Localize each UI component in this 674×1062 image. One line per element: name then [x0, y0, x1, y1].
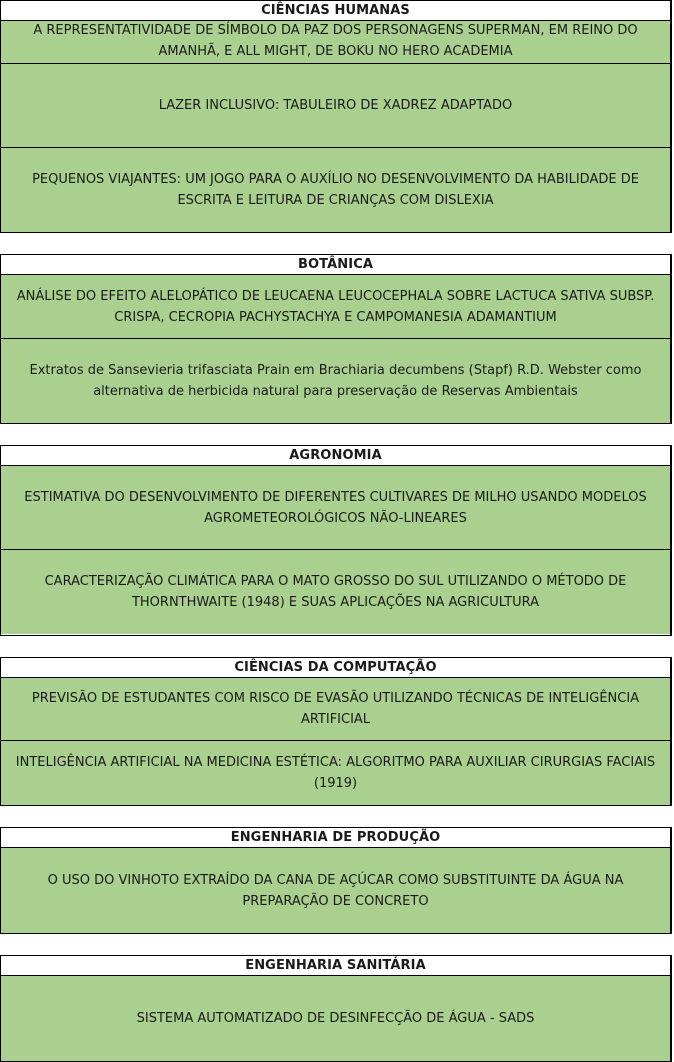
- project-row: [1, 275, 670, 339]
- section-engenharia-sanitaria: [0, 955, 672, 1062]
- section-title: CIÊNCIAS HUMANAS: [1, 1, 670, 21]
- project-title: SISTEMA AUTOMATIZADO DE DESINFECÇÃO DE ÁGUA - SADS: [136, 1011, 535, 1026]
- project-title: INTELIGÊNCIA ARTIFICIAL NA MEDICINA ESTÉTICA: ALGORITMO PARA AUXILIAR CIRURGIAS FACIAIS (1919): [15, 755, 656, 791]
- section-title: ENGENHARIA SANITÁRIA: [1, 956, 670, 976]
- project-row: [1, 741, 670, 805]
- project-title: ESTIMATIVA DO DESENVOLVIMENTO DE DIFERENTES CULTIVARES DE MILHO USANDO MODELOS AGROMETEOROLÓGICOS NÃO-LINEARES: [24, 489, 647, 526]
- section-title: BOTÂNICA: [1, 255, 670, 275]
- section-ciencias-da-computacao: [0, 657, 672, 806]
- section-agronomia: [0, 445, 672, 636]
- project-row: [1, 976, 670, 1061]
- project-title: ANÁLISE DO EFEITO ALELOPÁTICO DE LEUCAENA LEUCOCEPHALA SOBRE LACTUCA SATIVA SUBSP. CRISPA, CECROPIA PACHYSTACHYA E CAMPOMANESIA ADAMANTIUM: [16, 288, 655, 325]
- project-title: Extratos de Sansevieria trifasciata Prain em Brachiaria decumbens (Stapf) R.D. Webster como alternativa de herbicida natural para preservação de Reservas Ambientais: [29, 363, 642, 399]
- section-botanica: [0, 254, 672, 424]
- project-row: [1, 466, 670, 550]
- project-title: CARACTERIZAÇÃO CLIMÁTICA PARA O MATO GROSSO DO SUL UTILIZANDO O MÉTODO DE THORNTHWAITE (1948) E SUAS APLICAÇÕES NA AGRICULTURA: [44, 574, 627, 610]
- section-title: AGRONOMIA: [1, 446, 670, 466]
- project-row: [1, 21, 670, 64]
- project-title: PREVISÃO DE ESTUDANTES COM RISCO DE EVASÃO UTILIZANDO TÉCNICAS DE INTELIGÊNCIA ARTIFICIAL: [31, 691, 640, 727]
- project-row: [1, 678, 670, 741]
- project-title: A REPRESENTATIVIDADE DE SÍMBOLO DA PAZ DOS PERSONAGENS SUPERMAN, EM REINO DO AMANHÃ, E ALL MIGHT, DE BOKU NO HERO ACADEMIA: [33, 23, 638, 59]
- project-row: [1, 339, 670, 423]
- section-engenharia-de-producao: [0, 827, 672, 934]
- project-title: O USO DO VINHOTO EXTRAÍDO DA CANA DE AÇÚCAR COMO SUBSTITUINTE DA ÁGUA NA PREPARAÇÃO DE CONCRETO: [47, 872, 624, 909]
- project-row: [1, 848, 670, 933]
- project-title: PEQUENOS VIAJANTES: UM JOGO PARA O AUXÍLIO NO DESENVOLVIMENTO DA HABILIDADE DE ESCRITA E LEITURA DE CRIANÇAS COM DISLEXIA: [32, 172, 639, 208]
- section-title: CIÊNCIAS DA COMPUTAÇÃO: [1, 658, 670, 678]
- project-row: [1, 550, 670, 634]
- project-row: [1, 64, 670, 148]
- project-row: [1, 148, 670, 232]
- section-title: ENGENHARIA DE PRODUÇÃO: [1, 828, 670, 848]
- section-ciencias-humanas: [0, 0, 672, 233]
- project-title: LAZER INCLUSIVO: TABULEIRO DE XADREZ ADAPTADO: [158, 98, 513, 113]
